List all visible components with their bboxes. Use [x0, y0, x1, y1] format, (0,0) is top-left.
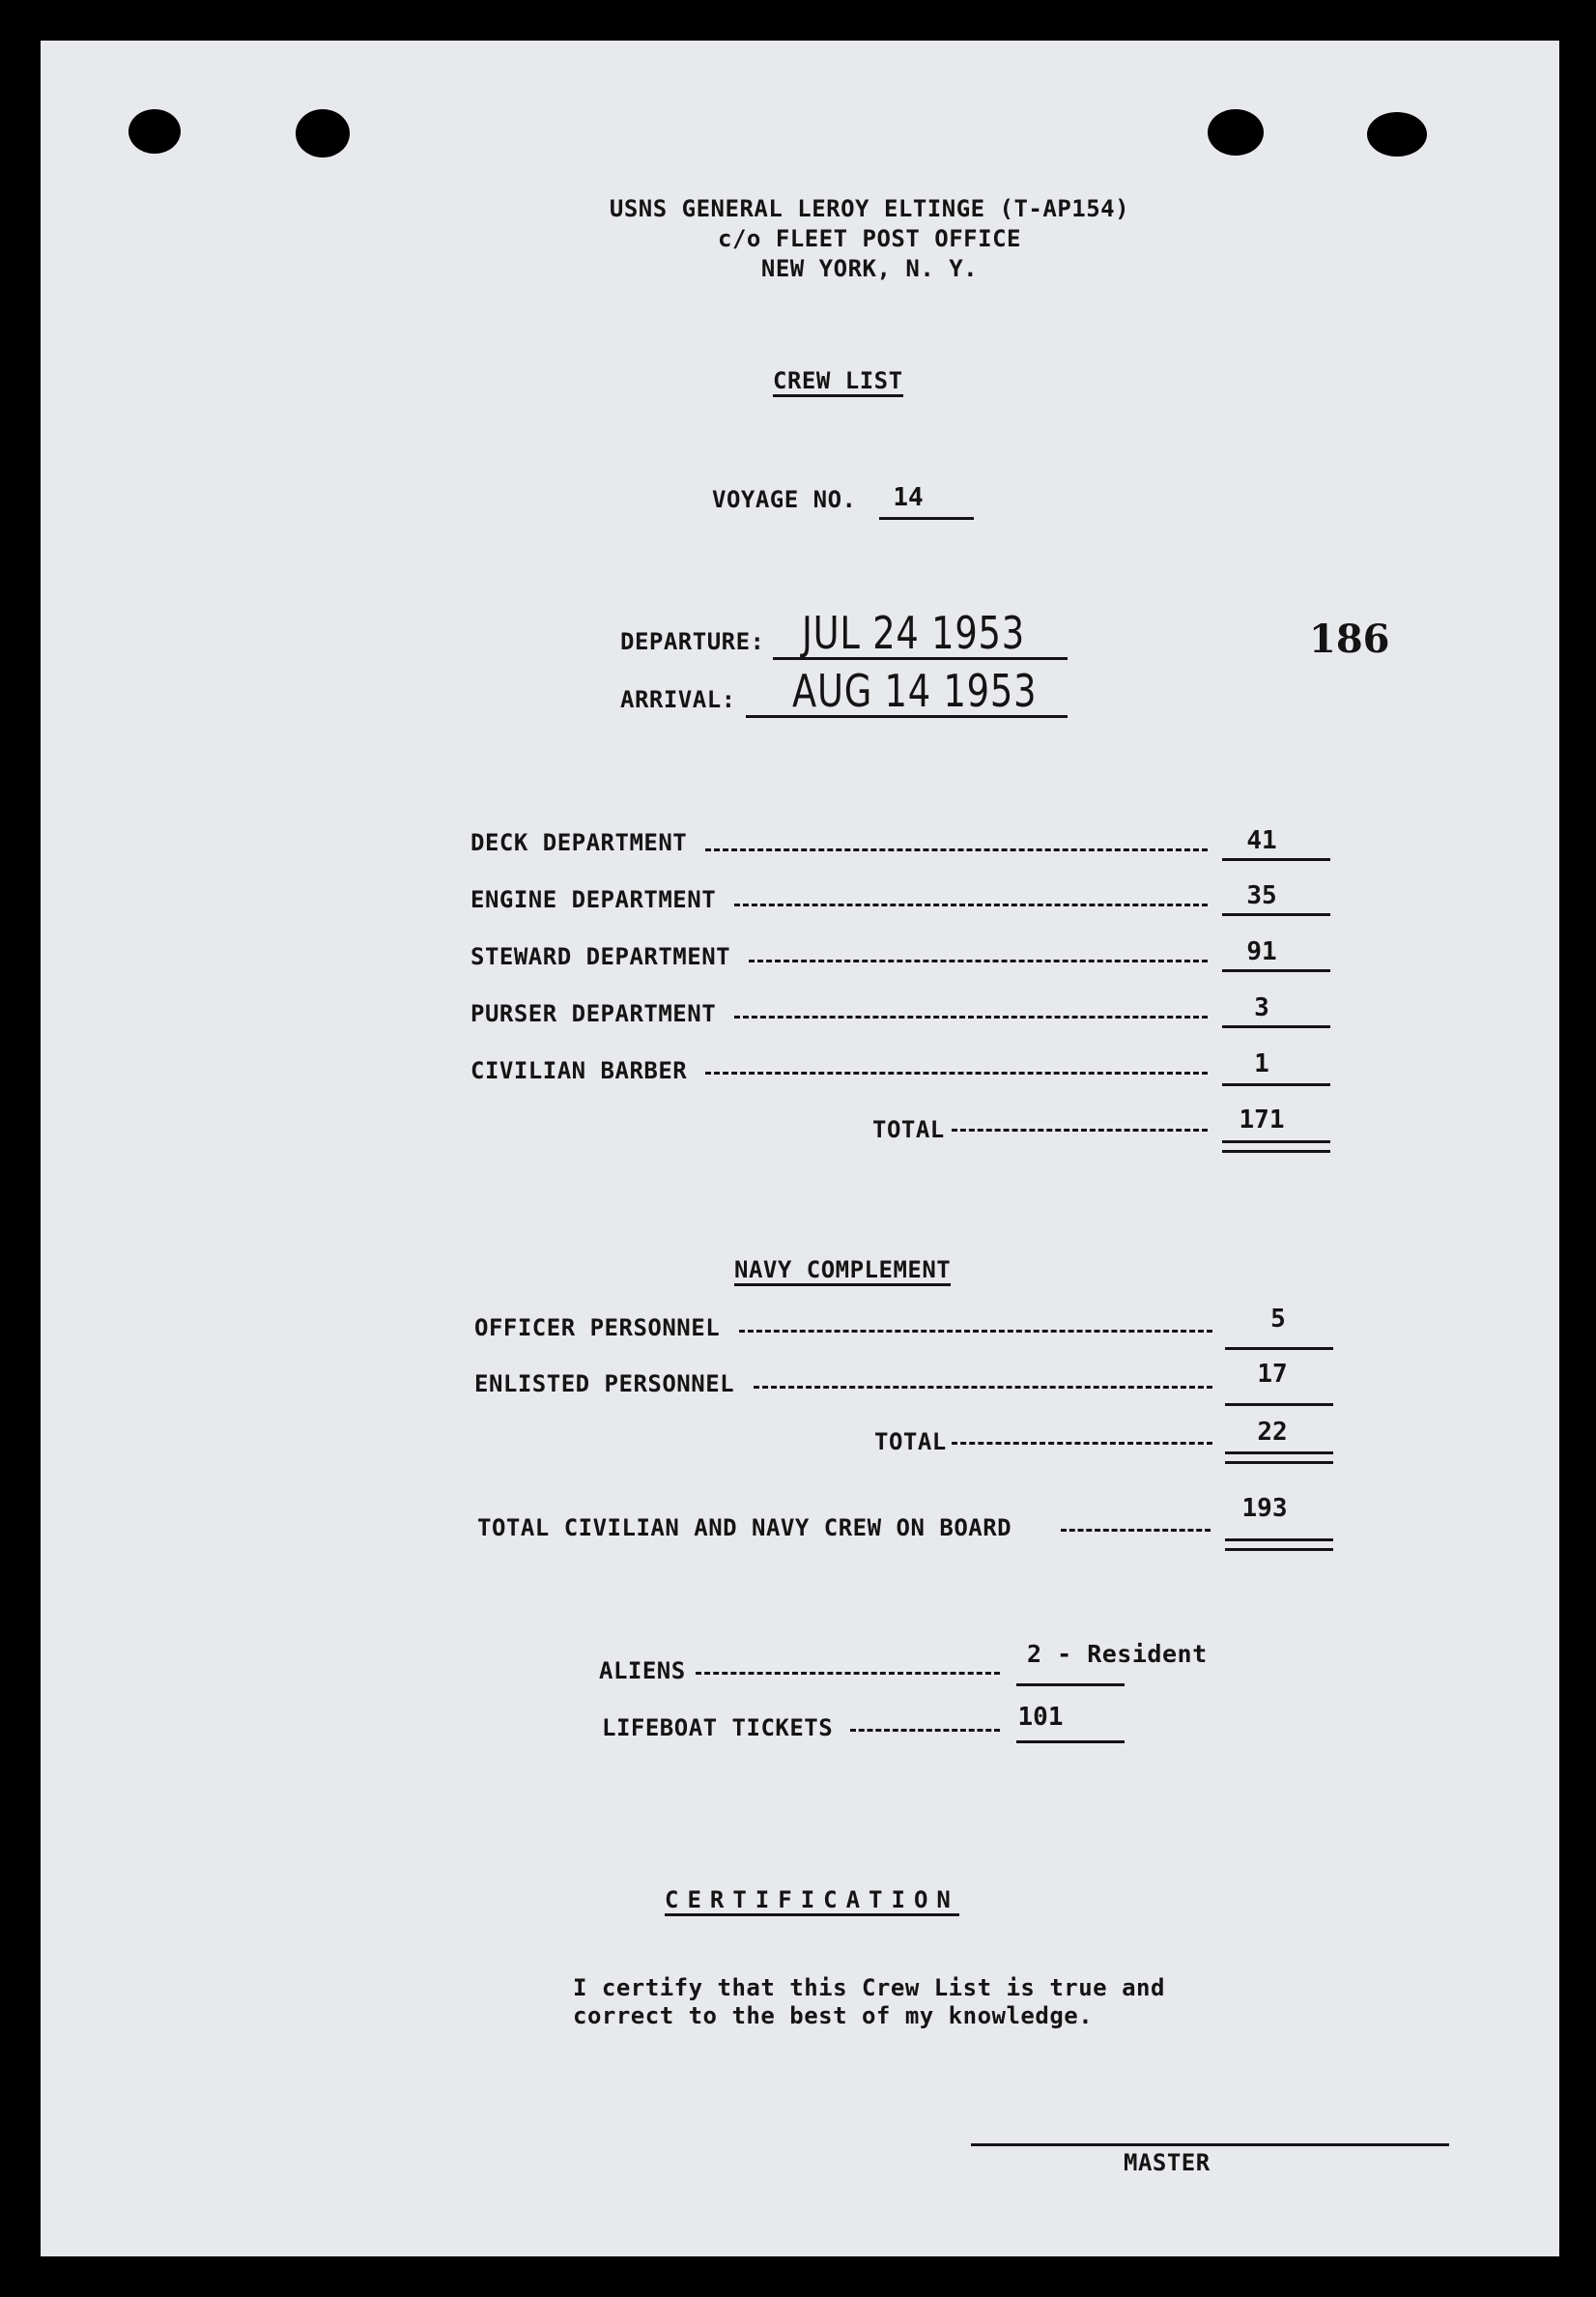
- dept-deck-leader: [705, 848, 1208, 851]
- punch-hole-3: [1208, 109, 1264, 156]
- punch-hole-2: [296, 109, 350, 158]
- navy-enlisted-leader: [754, 1386, 1212, 1389]
- dept-barber-leader: [705, 1072, 1208, 1075]
- aliens-value: 2 - Resident: [1027, 1640, 1208, 1668]
- grand-total-value: 193: [1241, 1494, 1288, 1523]
- navy-total-leader: [952, 1442, 1212, 1445]
- dept-purser-blank: [1222, 1025, 1330, 1028]
- dept-purser-value: 3: [1254, 993, 1269, 1022]
- departure-label: DEPARTURE:: [620, 628, 765, 655]
- certification-line-2: correct to the best of my knowledge.: [573, 2002, 1094, 2029]
- navy-total-value: 22: [1257, 1418, 1288, 1447]
- grand-total-rule: [1225, 1538, 1333, 1551]
- dept-deck-value: 41: [1246, 826, 1277, 855]
- dept-engine-label: ENGINE DEPARTMENT: [470, 886, 717, 913]
- voyage-value: 14: [893, 483, 924, 512]
- navy-enlisted-label: ENLISTED PERSONNEL: [474, 1370, 735, 1397]
- civilian-total-rule: [1222, 1140, 1330, 1153]
- lifeboat-leader: [850, 1729, 1000, 1732]
- voyage-label: VOYAGE NO.: [712, 486, 857, 513]
- lifeboat-label: LIFEBOAT TICKETS: [602, 1714, 834, 1741]
- navy-officer-label: OFFICER PERSONNEL: [474, 1314, 721, 1341]
- dept-barber-label: CIVILIAN BARBER: [470, 1057, 688, 1084]
- header-line-1: USNS GENERAL LEROY ELTINGE (T-AP154): [609, 195, 1130, 222]
- civilian-total-label: TOTAL: [872, 1116, 945, 1143]
- aliens-leader: [696, 1672, 1000, 1675]
- lifeboat-value: 101: [1017, 1703, 1064, 1732]
- dept-engine-leader: [734, 904, 1208, 906]
- lifeboat-blank: [1016, 1740, 1125, 1743]
- dept-barber-value: 1: [1254, 1049, 1269, 1078]
- navy-officer-leader: [739, 1330, 1212, 1333]
- dept-deck-blank: [1222, 858, 1330, 861]
- dept-purser-leader: [734, 1016, 1208, 1019]
- navy-officer-blank: [1225, 1347, 1333, 1350]
- civilian-total-value: 171: [1239, 1105, 1285, 1134]
- navy-total-rule: [1225, 1451, 1333, 1464]
- signature-label: MASTER: [1124, 2149, 1211, 2176]
- header-line-3: NEW YORK, N. Y.: [760, 255, 979, 282]
- arrival-label: ARRIVAL:: [620, 686, 736, 713]
- dept-steward-value: 91: [1246, 937, 1277, 966]
- dept-steward-label: STEWARD DEPARTMENT: [470, 943, 731, 970]
- grand-total-label: TOTAL CIVILIAN AND NAVY CREW ON BOARD: [477, 1514, 1012, 1541]
- arrival-stamp: AUG 14 1953: [792, 665, 1038, 717]
- aliens-label: ALIENS: [599, 1657, 686, 1684]
- navy-officer-value: 5: [1270, 1305, 1286, 1334]
- dept-engine-blank: [1222, 913, 1330, 916]
- navy-total-label: TOTAL: [874, 1428, 947, 1455]
- punch-hole-4: [1367, 112, 1427, 157]
- certification-line-1: I certify that this Crew List is true and: [573, 1974, 1165, 2001]
- punch-hole-1: [128, 109, 181, 154]
- signature-line: [971, 2143, 1449, 2146]
- civilian-total-leader: [952, 1129, 1208, 1132]
- header-line-2: c/o FLEET POST OFFICE: [718, 225, 1021, 252]
- dept-deck-label: DECK DEPARTMENT: [470, 829, 688, 856]
- dept-steward-blank: [1222, 969, 1330, 972]
- grand-total-leader: [1061, 1529, 1211, 1532]
- navy-heading: NAVY COMPLEMENT: [734, 1256, 951, 1286]
- aliens-blank: [1016, 1683, 1125, 1686]
- dept-purser-label: PURSER DEPARTMENT: [470, 1000, 717, 1027]
- departure-stamp: JUL 24 1953: [802, 607, 1025, 659]
- navy-enlisted-blank: [1225, 1403, 1333, 1406]
- page-number: 186: [1309, 617, 1390, 662]
- navy-enlisted-value: 17: [1257, 1360, 1288, 1389]
- voyage-blank: [879, 517, 974, 520]
- dept-engine-value: 35: [1246, 881, 1277, 910]
- dept-barber-blank: [1222, 1083, 1330, 1086]
- page-title: CREW LIST: [773, 367, 903, 397]
- certification-heading: CERTIFICATION: [665, 1886, 959, 1916]
- dept-steward-leader: [749, 960, 1208, 962]
